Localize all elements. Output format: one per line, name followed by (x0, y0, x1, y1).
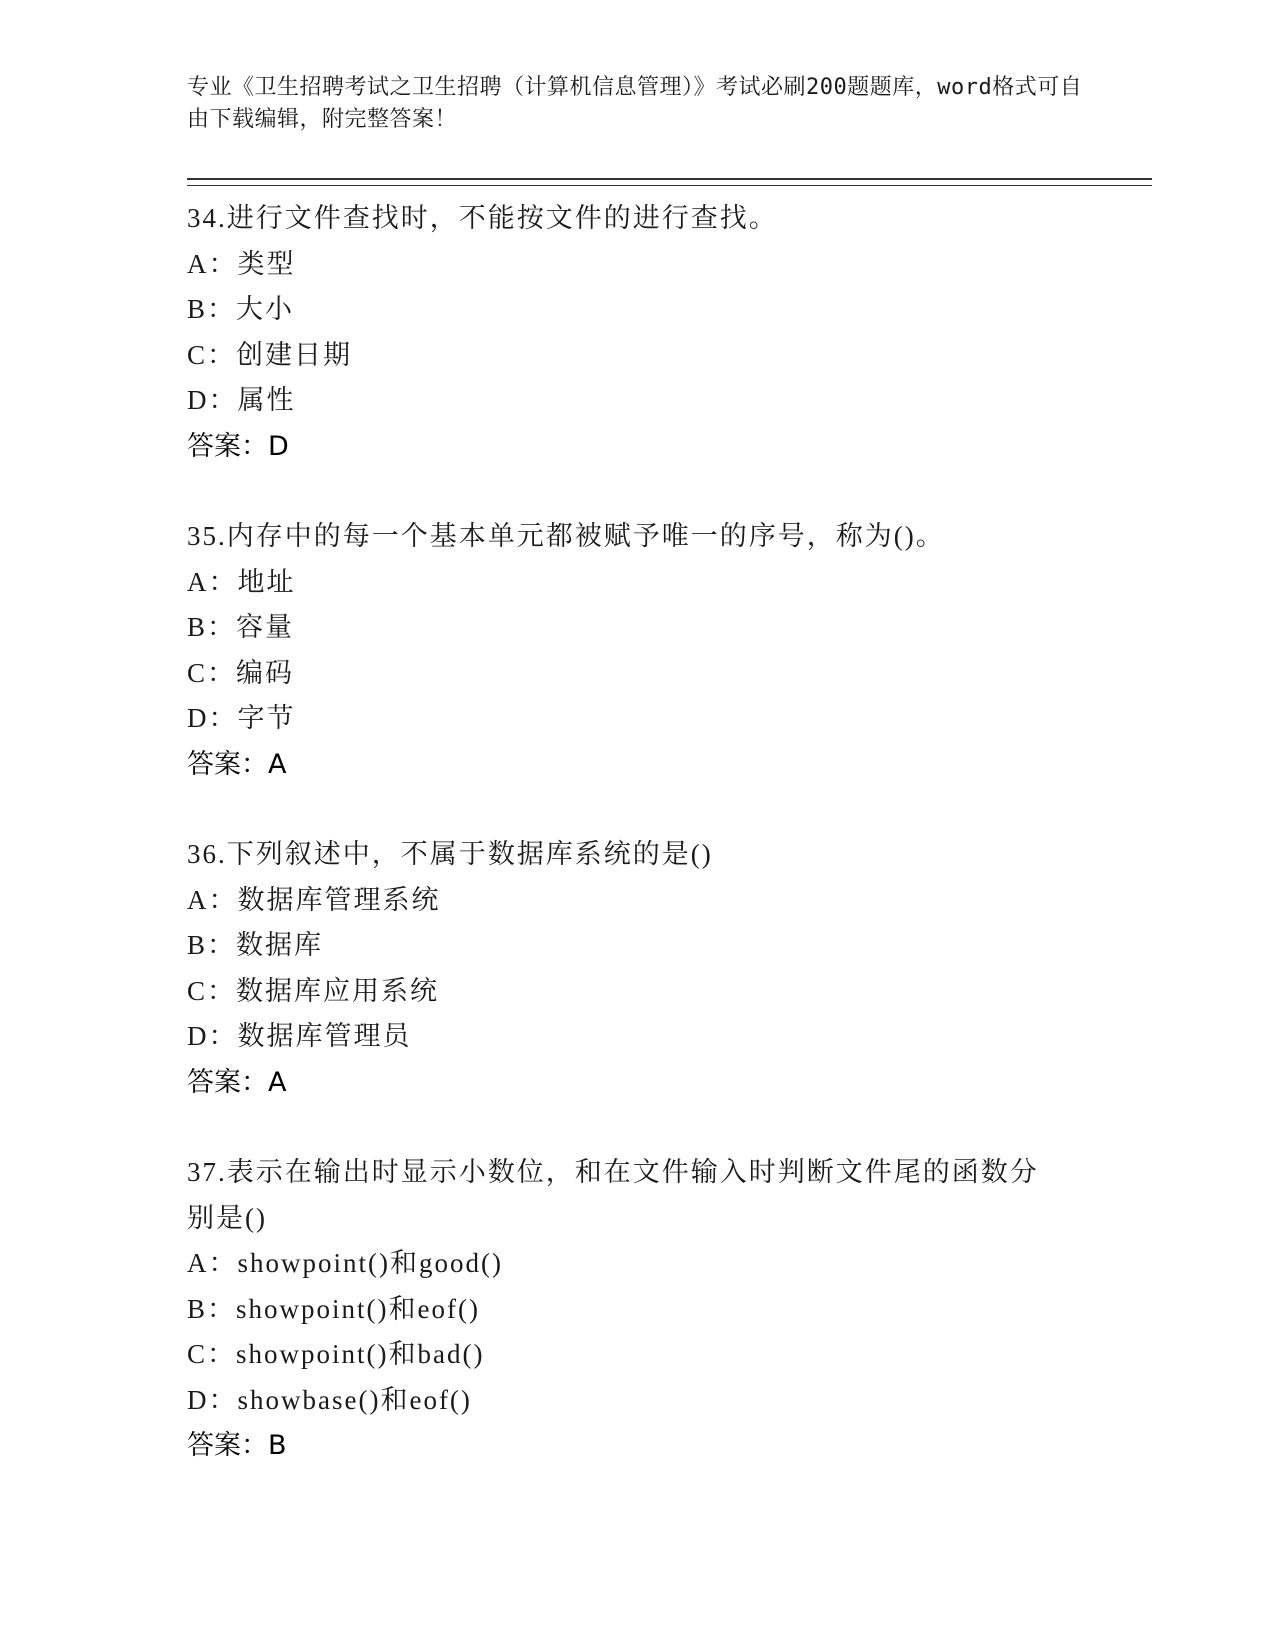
option-a: A：数据库管理系统 (187, 884, 441, 915)
option-b: B：数据库 (187, 930, 324, 960)
question-item (187, 1150, 1152, 1469)
option-a: A：showpoint()和good() (187, 1248, 503, 1278)
spacer (187, 1105, 1152, 1150)
question-item (187, 514, 1152, 832)
spacer (187, 469, 1152, 514)
spacer (187, 787, 1152, 832)
option-a: A：类型 (187, 248, 296, 279)
option-b: B：容量 (187, 612, 295, 642)
option-d: D：showbase()和eof() (187, 1384, 472, 1415)
answer-line: 答案：B (187, 1430, 287, 1461)
question-stem: 34.进行文件查找时，不能按文件的进行查找。 (187, 203, 778, 233)
answer-line: 答案：D (187, 430, 289, 462)
option-d: D：字节 (187, 703, 296, 733)
question-stem: 36.下列叙述中，不属于数据库系统的是() (187, 839, 713, 869)
question-item (187, 196, 1152, 514)
question-item (187, 832, 1152, 1150)
option-a: A：地址 (187, 566, 296, 597)
answer-line: 答案：A (187, 1066, 287, 1098)
question-stem: 37.表示在输出时显示小数位，和在文件输入时判断文件尾的函数分别是() (187, 1157, 1039, 1233)
question-list (187, 196, 1152, 1469)
option-d: D：属性 (187, 385, 296, 415)
header-divider (187, 178, 1152, 186)
option-c: C：创建日期 (187, 339, 353, 370)
option-c: C：showpoint()和bad() (187, 1339, 485, 1369)
document-page (187, 72, 1152, 1469)
option-b: B：showpoint()和eof() (187, 1293, 480, 1324)
document-header: 专业《卫生招聘考试之卫生招聘（计算机信息管理）》考试必刷200题题库，word格式可自由下载编辑，附完整答案！ (187, 75, 1083, 132)
option-d: D：数据库管理员 (187, 1021, 412, 1051)
question-stem: 35.内存中的每一个基本单元都被赋予唯一的序号，称为()。 (187, 521, 945, 551)
answer-line: 答案：A (187, 748, 287, 780)
option-c: C：编码 (187, 657, 295, 688)
option-c: C：数据库应用系统 (187, 975, 440, 1006)
option-b: B：大小 (187, 294, 295, 324)
